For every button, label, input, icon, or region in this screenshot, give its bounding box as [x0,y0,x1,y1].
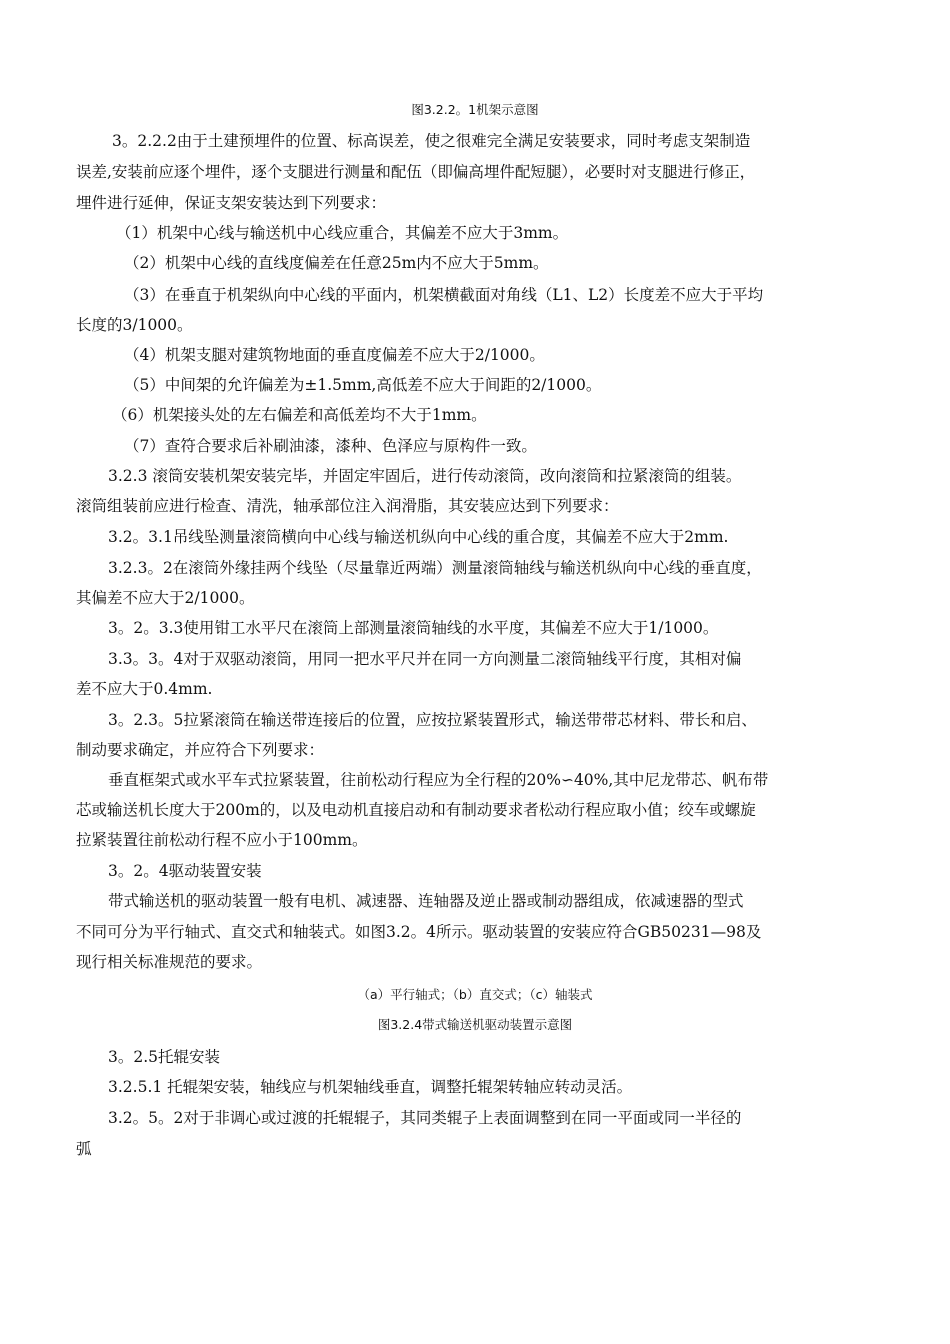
text-line: 现行相关标准规范的要求。 [76,953,263,971]
text-line: 拉紧装置往前松动行程不应小于100mm。 [76,831,368,849]
text-line: 滚筒组装前应进行检查、清洗，轴承部位注入润滑脂，其安装应达到下列要求： [76,497,619,515]
text-line: 3。2。3.3使用钳工水平尺在滚筒上部测量滚筒轴线的水平度，其偏差不应大于1/1000。 [108,619,719,637]
text-line: 3。2.5托辊安装 [108,1048,221,1066]
text-line: 3.2。5。2对于非调心或过渡的托辊辊子，其同类辊子上表面调整到在同一平面或同一半径的 [108,1109,742,1127]
text-line: 3.2。3.1吊线坠测量滚筒横向中心线与输送机纵向中心线的重合度，其偏差不应大于2mm. [108,528,729,546]
figure-subcaption-3-2-4: （a）平行轴式；（b）直交式；（c）轴装式 [357,987,593,1002]
text-line: 3。2.3。5拉紧滚筒在输送带连接后的位置，应按拉紧装置形式，输送带带芯材料、带长和启、 [108,711,757,729]
text-line: 误差,安装前应逐个埋件，逐个支腿进行测量和配伍（即偏高埋件配短腿），必要时对支腿进行修正， [76,163,756,181]
text-line: 3.3。3。4对于双驱动滚筒，用同一把水平尺并在同一方向测量二滚筒轴线平行度，其相对偏 [108,650,742,668]
text-line: （7）查符合要求后补刷油漆，漆种、色泽应与原构件一致。 [124,437,537,455]
text-line: （3）在垂直于机架纵向中心线的平面内，机架横截面对角线（L1、L2）长度差不应大于平均 [124,286,764,304]
text-line: （5）中间架的允许偏差为±1.5mm,高低差不应大于间距的2/1000。 [124,376,602,394]
text-line: 3.2.5.1 托辊架安装，轴线应与机架轴线垂直，调整托辊架转轴应转动灵活。 [108,1078,633,1096]
text-line: 3。2.2.2由于土建预埋件的位置、标高误差，使之很难完全满足安装要求，同时考虑支架制造 [112,132,751,150]
text-line: 3.2.3。2在滚筒外缘挂两个线坠（尽量靠近两端）测量滚筒轴线与输送机纵向中心线的垂直度， [108,559,762,577]
text-line: （4）机架支腿对建筑物地面的垂直度偏差不应大于2/1000。 [124,346,545,364]
text-line: 带式输送机的驱动装置一般有电机、减速器、连轴器及逆止器或制动器组成，依减速器的型式 [108,892,744,910]
text-line: 制动要求确定，并应符合下列要求： [76,741,325,759]
text-line: 3。2。4驱动装置安装 [108,862,262,880]
text-line: （2）机架中心线的直线度偏差在任意25m内不应大于5mm。 [124,254,549,272]
figure-caption-3-2-2-1: 图3.2.2。1机架示意图 [411,102,539,117]
text-line: 3.2.3 滚筒安装机架安装完毕，并固定牢固后，进行传动滚筒，改向滚筒和拉紧滚筒的组装。 [108,467,742,485]
text-line: 长度的3/1000。 [76,316,193,334]
text-line: 差不应大于0.4mm. [76,680,213,698]
figure-caption-3-2-4: 图3.2.4带式输送机驱动装置示意图 [377,1017,573,1032]
text-line: 不同可分为平行轴式、直交式和轴装式。如图3.2。4所示。驱动装置的安装应符合GB50231—98及 [76,923,762,941]
text-line: 芯或输送机长度大于200m的，以及电动机直接启动和有制动要求者松动行程应取小值；绞车或螺旋 [76,801,756,819]
text-line: （1）机架中心线与输送机中心线应重合，其偏差不应大于3mm。 [116,224,569,242]
text-line: 垂直框架式或水平车式拉紧装置，往前松动行程应为全行程的20%∽40%,其中尼龙带芯、帆布带 [108,771,769,789]
text-line: 其偏差不应大于2/1000。 [76,589,255,607]
text-line: 埋件进行延伸，保证支架安装达到下列要求： [76,194,387,212]
text-line: （6）机架接头处的左右偏差和高低差均不大于1mm。 [112,406,487,424]
text-line: 弧 [76,1140,92,1158]
